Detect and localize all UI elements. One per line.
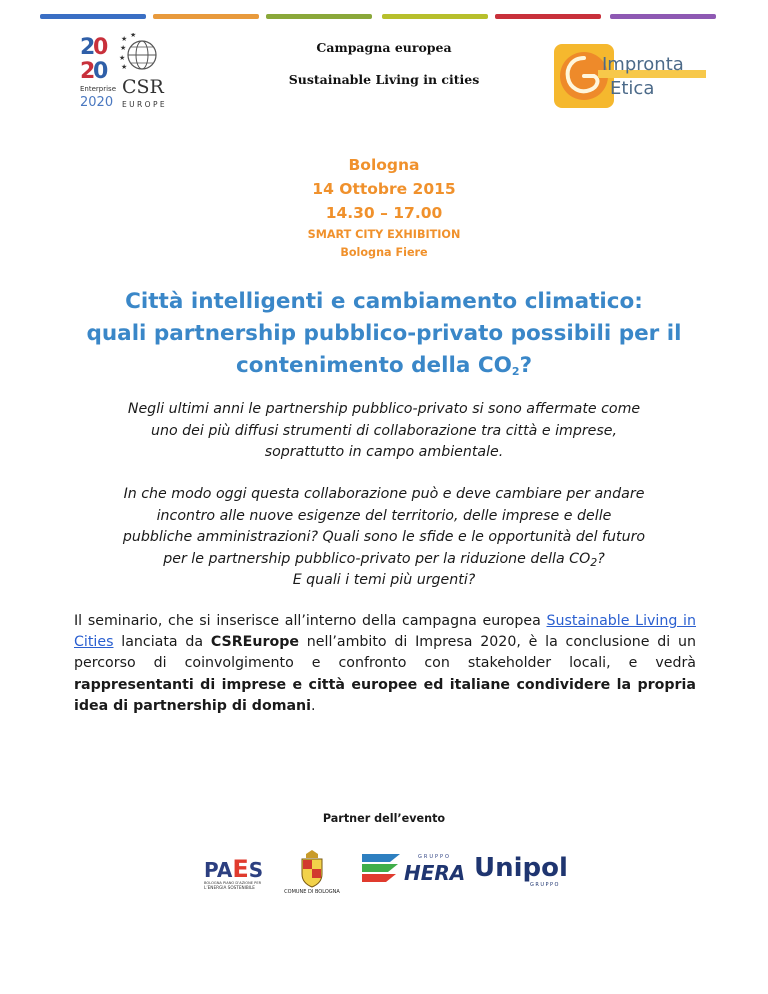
partners-label: Partner dell’evento — [322, 812, 446, 825]
svg-text:2: 2 — [80, 35, 96, 60]
title-line-3: contenimento della $CO_2$? — [235, 353, 533, 378]
svg-text:2020: 2020 — [80, 95, 114, 110]
unipol-logo — [474, 846, 566, 890]
svg-text:L’ENERGIA SOSTENIBILE: L’ENERGIA SOSTENIBILE — [204, 885, 255, 890]
intro-paragraph-1 — [44, 399, 724, 464]
svg-text:★: ★ — [119, 54, 126, 62]
svg-text:0: 0 — [93, 35, 109, 60]
hera-icon — [360, 848, 464, 890]
bologna-coat-of-arms-icon — [282, 848, 342, 894]
impronta-etica-logo — [554, 40, 714, 112]
intro-line: pubbliche amministrazioni? Quali sono le sfide e le opportunità del futuro — [122, 529, 646, 545]
paes-logo — [204, 850, 276, 890]
campaign-name: Sustainable Living in cities — [288, 72, 480, 87]
seminar-paragraph: Il seminario, che si inserisce all’interno della campagna europea Sustainable Living in Cities lanciata da CSREurope nell’ambito di Impresa 2020, è la conclusione di un percorso di coinvolgimento e confronto con stakeholder locali, e vedrà rappresentanti di imprese e città europee ed italiane condividere la propria idea di partnership di domani. — [74, 613, 696, 714]
intro-line: Negli ultimi anni le partnership pubblico-privato si sono affermate come — [127, 401, 641, 417]
intro-paragraph-2 — [44, 484, 724, 592]
svg-text:Unipol: Unipol — [474, 853, 566, 883]
color-bar — [40, 14, 146, 19]
svg-text:★: ★ — [130, 33, 137, 39]
svg-text:★: ★ — [121, 35, 128, 43]
svg-text:COMUNE DI BOLOGNA: COMUNE DI BOLOGNA — [284, 889, 340, 894]
event-venue: Bologna Fiere — [340, 246, 428, 259]
svg-text:PAES: PAES — [204, 855, 264, 883]
gruppo-hera-logo — [360, 848, 464, 890]
intro-line: uno dei più diffusi strumenti di collaborazione tra città e imprese, — [150, 422, 618, 439]
title-line-2: quali partnership pubblico-privato possibili per il — [86, 321, 682, 346]
paes-icon — [204, 850, 276, 890]
intro-line: soprattutto in campo ambientale. — [264, 444, 504, 460]
sustainable-living-link[interactable]: Sustainable Living in Cities — [74, 613, 696, 651]
event-time: 14.30 – 17.00 — [325, 204, 443, 222]
color-bar — [382, 14, 488, 19]
svg-text:2: 2 — [80, 59, 96, 84]
svg-text:Impronta: Impronta — [602, 54, 684, 75]
event-exhibition: SMART CITY EXHIBITION — [307, 228, 461, 241]
page-title — [20, 286, 748, 382]
color-bar — [610, 14, 716, 19]
intro-line: In che modo oggi questa collaborazione può e deve cambiare per andare — [123, 486, 645, 502]
enterprise-2020-logo-icon — [80, 33, 192, 113]
intro-line: incontro alle nuove esigenze del territorio, delle imprese e delle — [156, 507, 612, 524]
event-date: 14 Ottobre 2015 — [312, 180, 456, 198]
svg-text:EUROPE: EUROPE — [122, 100, 168, 109]
svg-text:HERA: HERA — [404, 861, 464, 885]
impronta-etica-icon — [554, 40, 714, 112]
svg-text:GRUPPO: GRUPPO — [530, 882, 560, 888]
svg-text:GRUPPO: GRUPPO — [418, 854, 451, 860]
title-line-1: Città intelligenti e cambiamento climatico: — [125, 289, 643, 314]
unipol-icon — [474, 846, 566, 890]
svg-text:BOLOGNA PIANO D’AZIONE PER: BOLOGNA PIANO D’AZIONE PER — [204, 881, 262, 885]
svg-text:CSR: CSR — [122, 76, 164, 98]
svg-text:Enterprise: Enterprise — [80, 85, 117, 93]
svg-text:0: 0 — [93, 59, 109, 84]
campaign-label: Campagna europea — [316, 40, 452, 55]
comune-di-bologna-logo — [282, 848, 342, 894]
color-bar — [266, 14, 372, 19]
intro-line: E quali i temi più urgenti? — [292, 572, 476, 588]
svg-text:★: ★ — [120, 44, 127, 52]
svg-text:Etica: Etica — [610, 78, 655, 99]
event-city: Bologna — [348, 156, 420, 174]
color-bar — [153, 14, 259, 19]
intro-line: per le partnership pubblico-privato per la riduzione della $CO_2$? — [163, 550, 605, 569]
csr-europe-logo — [80, 33, 192, 113]
color-bar — [495, 14, 601, 19]
svg-text:★: ★ — [121, 63, 128, 71]
